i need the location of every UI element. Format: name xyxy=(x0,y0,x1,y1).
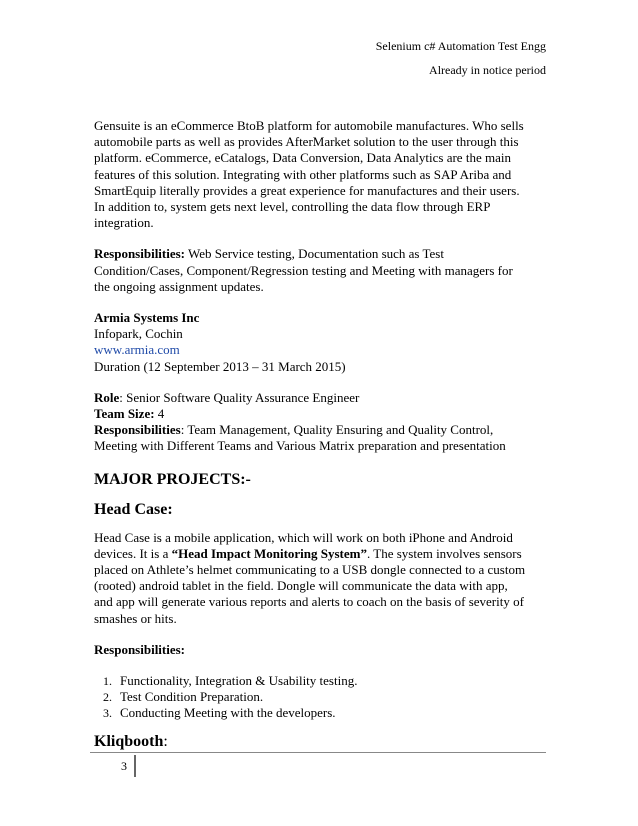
list-item xyxy=(103,673,546,689)
employer-block xyxy=(94,310,546,375)
list-item xyxy=(103,705,546,721)
text-line: (rooted) android tablet in the field. Dongle will communicate the data with app, xyxy=(94,578,508,594)
header-title: Selenium c# Automation Test Engg xyxy=(375,39,546,53)
text-line: features of this solution. Integrating with other platforms such as SAP Ariba and xyxy=(94,166,512,182)
text-line: Head Case is a mobile application, which will work on both iPhone and Android xyxy=(94,529,513,545)
text-line: SmartEquip literally provides a great experience for manufactures and their users. xyxy=(94,182,520,198)
text-line xyxy=(94,546,546,562)
text-line: Condition/Cases, Component/Regression testing and Meeting with managers for xyxy=(94,262,513,278)
list-item-text: Conducting Meeting with the developers. xyxy=(120,705,336,721)
list-number: 2. xyxy=(103,690,112,705)
head-case-description xyxy=(94,530,546,627)
text-line: the ongoing assignment updates. xyxy=(94,278,264,294)
kliqbooth-colon: : xyxy=(163,732,168,750)
page-number-separator xyxy=(134,755,136,777)
text-span: . The system involves sensors xyxy=(366,545,522,561)
company-location: Infopark, Cochin xyxy=(94,326,183,342)
major-projects-heading: MAJOR PROJECTS:- xyxy=(94,470,251,488)
header-subtitle: Already in notice period xyxy=(429,63,546,77)
text-line: In addition to, system gets next level, controlling the data flow through ERP xyxy=(94,199,491,215)
role-responsibilities-line xyxy=(94,422,546,438)
document-body xyxy=(94,118,546,752)
team-size-value: 4 xyxy=(154,406,165,422)
responsibilities-label: Responsibilities: xyxy=(94,246,186,262)
list-item xyxy=(103,689,546,705)
kliqbooth-title: Kliqbooth xyxy=(94,732,164,750)
list-number: 3. xyxy=(103,706,112,721)
role-label: Role xyxy=(94,389,120,405)
text-span: devices. It is a xyxy=(94,545,172,561)
text-line: smashes or hits. xyxy=(94,610,177,626)
page-header xyxy=(376,34,546,82)
role-block xyxy=(94,390,546,455)
employment-duration: Duration (12 September 2013 – 31 March 2015) xyxy=(94,358,346,374)
list-item-text: Functionality, Integration & Usability testing. xyxy=(120,673,358,689)
list-item-text: Test Condition Preparation. xyxy=(120,689,264,705)
project-description xyxy=(94,118,546,231)
kliqbooth-heading xyxy=(94,732,546,752)
text-line: automobile parts as well as provides AfterMarket solution to the user through this xyxy=(94,134,519,150)
text-line xyxy=(94,246,546,262)
footer-divider xyxy=(90,752,546,753)
role-responsibilities-text: : Team Management, Quality Ensuring and Quality Control, xyxy=(180,422,494,438)
text-line: placed on Athlete’s helmet communicating to a USB dongle connected to a custom xyxy=(94,562,526,578)
role-responsibilities-label: Responsibilities xyxy=(94,422,181,438)
text-line: Meeting with Different Teams and Various Matrix preparation and presentation xyxy=(94,438,506,454)
list-number: 1. xyxy=(103,674,112,689)
head-case-heading: Head Case: xyxy=(94,500,173,518)
text-line: and app will generate various reports and alerts to coach on the basis of severity of xyxy=(94,594,524,610)
text-line: platform. eCommerce, eCatalogs, Data Conversion, Data Analytics are the main xyxy=(94,150,511,166)
role-line xyxy=(94,390,546,406)
system-name: “Head Impact Monitoring System” xyxy=(171,545,367,561)
responsibilities-text: Web Service testing, Documentation such as Test xyxy=(185,246,444,262)
text-line: integration. xyxy=(94,215,154,231)
project-responsibilities xyxy=(94,246,546,295)
head-case-responsibilities-list xyxy=(94,673,546,722)
page-number: 3 xyxy=(121,759,127,773)
company-website-link[interactable]: www.armia.com xyxy=(94,342,180,358)
team-size-label: Team Size: xyxy=(94,406,155,422)
company-name: Armia Systems Inc xyxy=(94,310,200,326)
text-line: Gensuite is an eCommerce BtoB platform for automobile manufactures. Who sells xyxy=(94,118,524,133)
role-value: : Senior Software Quality Assurance Engineer xyxy=(119,389,360,405)
team-size-line xyxy=(94,406,546,422)
head-case-responsibilities-heading: Responsibilities: xyxy=(94,641,186,657)
